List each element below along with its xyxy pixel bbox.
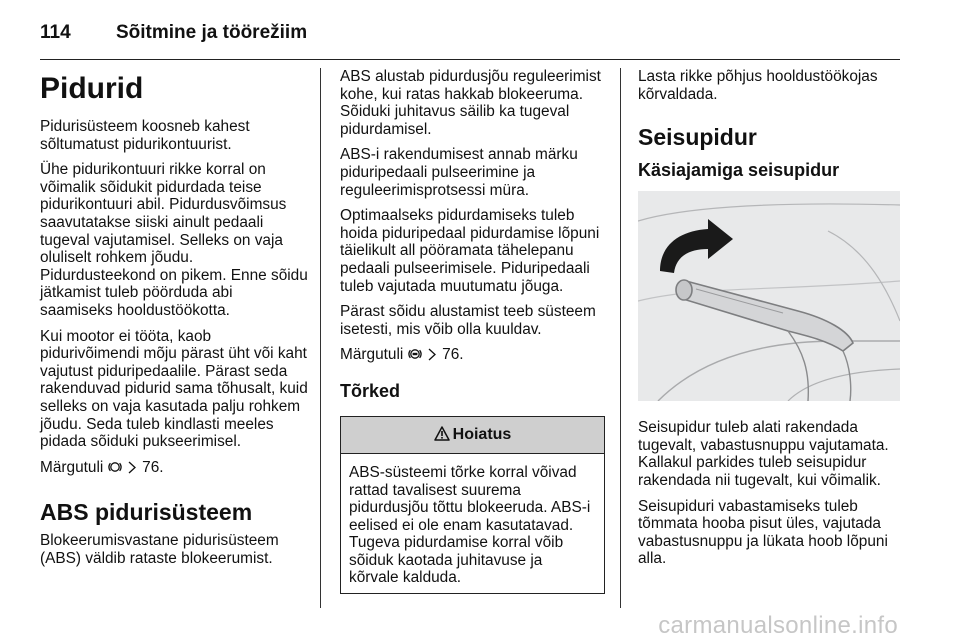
heading-seisupidur: Seisupidur: [638, 124, 757, 151]
paragraph: Pidurisüsteem koosneb kahest sõltumatust pidurikontuurist.: [40, 118, 250, 153]
handbrake-illustration: [638, 191, 900, 401]
heading-abs: ABS pidurisüsteem: [40, 499, 253, 526]
page-number: 114: [40, 22, 71, 43]
paragraph: ABS alustab pidurdusjõu reguleerimist kohe, kui ratas hakkab blokeeruma. Sõiduki juhitavus säilib ka tugeval pidurdamisel.: [340, 68, 601, 138]
abs-warning-lamp-icon: [408, 347, 422, 361]
warning-triangle-icon: [434, 419, 450, 455]
page-reference-arrow-icon[interactable]: [128, 461, 136, 479]
watermark-text: carmanualsonline.info: [658, 612, 898, 639]
heading-torked: Tõrked: [340, 380, 401, 401]
reference-label: Märgutuli: [40, 458, 104, 476]
brake-warning-lamp-icon: [108, 460, 122, 474]
warning-box-header: [341, 417, 604, 454]
paragraph: Lasta rikke põhjus hooldustöökojas kõrvaldada.: [638, 68, 878, 103]
reference-page[interactable]: 76.: [142, 458, 164, 476]
paragraph: Pärast sõidu alustamist teeb süsteem isetesti, mis võib olla kuuldav.: [340, 303, 596, 338]
heading-kasiajamiga: Käsiajamiga seisupidur: [638, 160, 840, 181]
column-divider: [320, 68, 321, 608]
header-rule: [40, 59, 900, 60]
reference-label: Märgutuli: [340, 346, 404, 364]
paragraph: Seisupidur tuleb alati rakendada tugevalt, vabastusnuppu vajutamata. Kallakul parkides tuleb seisupidur rakendada nii tugevalt, kui võimalik.: [638, 419, 889, 489]
paragraph: Optimaalseks pidurdamiseks tuleb hoida piduripedaal pidurdamise lõpuni täielikult all pööramata tähelepanu pedaali pulseerimisele. Piduripedaali tuleb vajutada muutumatu jõuga.: [340, 207, 600, 295]
paragraph: Ühe pidurikontuuri rikke korral on võimalik sõidukit pidurdada teise pidurikontuuri abil. Pidurdusvõimsus saavutatakse siiski ainult pedaali tugeval vajutamisel. Selleks on vaja oluliselt rohkem jõudu. Pidurdusteekond on pikem. Enne sõidu jätkamist tuleb pöörduda abi saamiseks hooldustöökotta.: [40, 161, 308, 319]
reference-page[interactable]: 76.: [442, 346, 464, 364]
column-1: [40, 68, 308, 575]
warning-text: ABS-süsteemi tõrke korral võivad rattad tavalisest suurema pidurdusjõu tõttu blokeeruda. ABS-i eelised ei ole enam kasutatavad. Tugeva pidurdamise korral võib sõiduk kaotada juhitavuse ja kõrvale kalduda.: [349, 463, 591, 587]
column-divider: [620, 68, 621, 608]
column-3: [638, 68, 906, 576]
heading-pidurid: Pidurid: [40, 72, 144, 105]
paragraph: ABS-i rakendumisest annab märku piduripedaali pulseerimine ja reguleerimisprotsessi müra.: [340, 146, 578, 199]
warning-title: Hoiatus: [452, 425, 512, 443]
page-header: [40, 22, 307, 44]
column-2: [340, 68, 605, 594]
paragraph: Blokeerumisvastane pidurisüsteem (ABS) väldib rataste blokeerumist.: [40, 532, 279, 567]
page-reference-arrow-icon[interactable]: [428, 348, 436, 366]
abs-lamp-reference: [340, 346, 605, 366]
section-title: Sõitmine ja töörežiim: [116, 22, 308, 43]
paragraph: Seisupiduri vabastamiseks tuleb tõmmata hooba pisut üles, vajutada vabastusnuppu ja lükata hoob lõpuni alla.: [638, 497, 888, 568]
warning-box: [340, 416, 605, 594]
warning-lamp-reference: [40, 459, 308, 479]
paragraph: Kui mootor ei tööta, kaob pidurivõimendi mõju pärast üht või kaht vajutust piduripedaalile. Pärast seda rakenduvad pidurid sama tõhusalt, kuid selleks on vaja kasutada palju rohkem jõudu. Seda tuleb kindlasti meeles pidada sõiduki pukseerimisel.: [40, 327, 308, 451]
